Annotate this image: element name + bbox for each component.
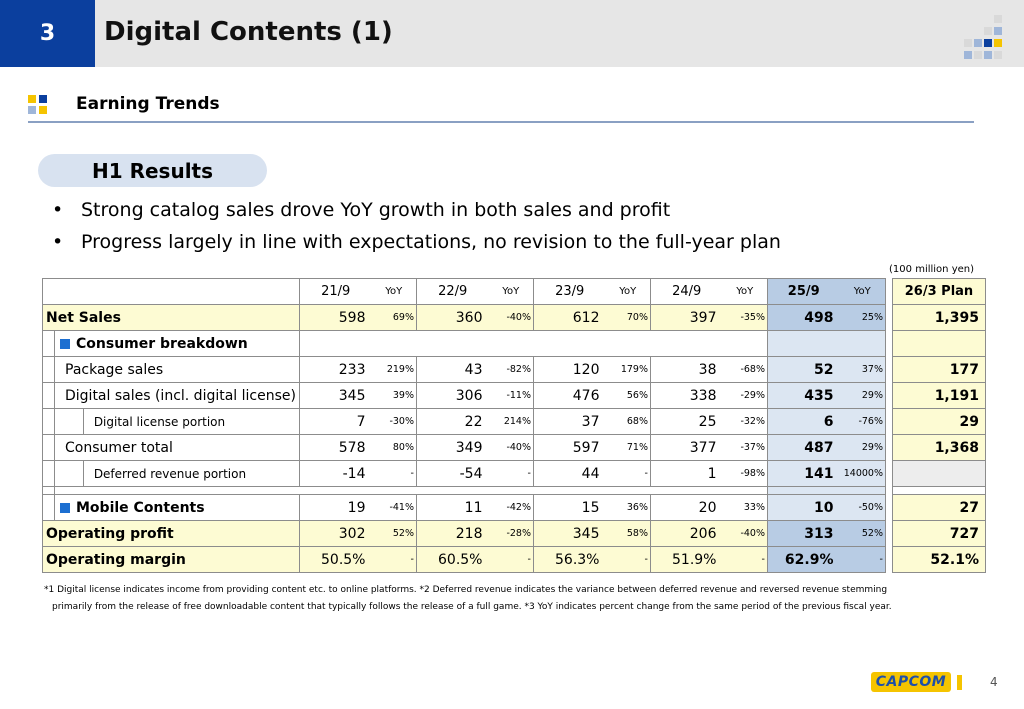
yoy-cell: - (605, 461, 650, 487)
yoy-cell: - (839, 547, 885, 573)
empty-cell (299, 331, 767, 357)
table-row-deferred-revenue (43, 461, 986, 487)
blue-square-icon (60, 339, 70, 349)
value-cell: 25 (650, 409, 722, 435)
value-cell: 11 (416, 495, 488, 521)
value-cell: 10 (767, 495, 839, 521)
value-cell: 218 (416, 521, 488, 547)
page-title: Digital Contents (1) (104, 17, 393, 47)
table-row-mobile-contents (43, 495, 986, 521)
yoy-cell: - (488, 461, 533, 487)
page-number: 4 (990, 675, 998, 689)
indent-cell (43, 383, 55, 409)
yoy-cell: - (605, 547, 650, 573)
yoy-cell: 14000% (839, 461, 885, 487)
value-cell: 120 (533, 357, 605, 383)
value-cell: 597 (533, 435, 605, 461)
yoy-cell: -82% (488, 357, 533, 383)
yoy-header: YoY (722, 279, 767, 305)
value-cell: 38 (650, 357, 722, 383)
section-heading: Earning Trends (76, 94, 220, 114)
value-cell: 56.3% (533, 547, 605, 573)
bullet-list (52, 199, 781, 263)
bullet-item: • Strong catalog sales drove YoY growth in both sales and profit (52, 199, 671, 221)
yoy-cell: -30% (371, 409, 416, 435)
yoy-cell: - (488, 547, 533, 573)
yoy-cell: -35% (722, 305, 767, 331)
gap-cell (885, 305, 892, 331)
value-cell: 206 (650, 521, 722, 547)
row-label: Consumer total (55, 435, 300, 461)
yoy-cell: 80% (371, 435, 416, 461)
value-cell: 43 (416, 357, 488, 383)
value-cell: 397 (650, 305, 722, 331)
gap-cell (885, 461, 892, 487)
value-cell: -14 (299, 461, 371, 487)
earnings-table (42, 278, 986, 573)
yoy-cell: 70% (605, 305, 650, 331)
empty-cell (767, 331, 885, 357)
plan-header: 26/3 Plan (892, 279, 985, 305)
gap-cell (885, 521, 892, 547)
yoy-cell: -76% (839, 409, 885, 435)
table-row-consumer-total (43, 435, 986, 461)
plan-cell: 52.1% (892, 547, 985, 573)
value-cell: 37 (533, 409, 605, 435)
table-row-operating-margin (43, 547, 986, 573)
table-row-consumer-breakdown (43, 331, 986, 357)
plan-cell: 177 (892, 357, 985, 383)
gap-cell (885, 357, 892, 383)
yoy-header: YoY (488, 279, 533, 305)
plan-cell: 27 (892, 495, 985, 521)
value-cell: 15 (533, 495, 605, 521)
plan-cell: 1,368 (892, 435, 985, 461)
value-cell: 612 (533, 305, 605, 331)
value-cell: 50.5% (299, 547, 371, 573)
yoy-cell: -98% (722, 461, 767, 487)
bullet-icon: • (52, 199, 64, 221)
yoy-cell: 29% (839, 383, 885, 409)
yoy-cell: 25% (839, 305, 885, 331)
yoy-cell: 69% (371, 305, 416, 331)
h1-results-pill: H1 Results (38, 154, 267, 187)
value-cell: -54 (416, 461, 488, 487)
value-cell: 377 (650, 435, 722, 461)
yoy-cell: 71% (605, 435, 650, 461)
spacer-cell (55, 487, 768, 495)
indent-cell (43, 331, 55, 357)
value-cell: 302 (299, 521, 371, 547)
table-row-digital-license (43, 409, 986, 435)
value-cell: 578 (299, 435, 371, 461)
row-label: Deferred revenue portion (83, 461, 299, 487)
yoy-cell: -37% (722, 435, 767, 461)
value-cell: 62.9% (767, 547, 839, 573)
capcom-logo: CAPCOM (871, 672, 951, 692)
value-cell: 60.5% (416, 547, 488, 573)
value-cell: 51.9% (650, 547, 722, 573)
yoy-header: YoY (839, 279, 885, 305)
period-header: 25/9 (767, 279, 839, 305)
indent-cell (43, 461, 55, 487)
yoy-header: YoY (605, 279, 650, 305)
table-row-package-sales (43, 357, 986, 383)
table-row-net-sales (43, 305, 986, 331)
gap-cell (885, 409, 892, 435)
value-cell: 360 (416, 305, 488, 331)
value-cell: 52 (767, 357, 839, 383)
unit-note: (100 million yen) (889, 264, 974, 275)
yoy-cell: -50% (839, 495, 885, 521)
yoy-cell: -41% (371, 495, 416, 521)
yoy-cell: 52% (371, 521, 416, 547)
spacer-cell (892, 487, 985, 495)
plan-cell: 29 (892, 409, 985, 435)
row-label: Net Sales (43, 305, 300, 331)
value-cell: 233 (299, 357, 371, 383)
indent-cell (55, 461, 84, 487)
value-cell: 498 (767, 305, 839, 331)
indent-cell (55, 409, 84, 435)
yoy-cell: -11% (488, 383, 533, 409)
yoy-cell: 179% (605, 357, 650, 383)
value-cell: 1 (650, 461, 722, 487)
row-label: Operating margin (43, 547, 300, 573)
gap-cell (885, 435, 892, 461)
table-row-operating-profit (43, 521, 986, 547)
yoy-cell: -32% (722, 409, 767, 435)
value-cell: 7 (299, 409, 371, 435)
yoy-cell: -40% (488, 435, 533, 461)
yoy-cell: -68% (722, 357, 767, 383)
gap-cell (885, 331, 892, 357)
value-cell: 44 (533, 461, 605, 487)
value-cell: 20 (650, 495, 722, 521)
row-label: Mobile Contents (55, 495, 300, 521)
yoy-cell: -42% (488, 495, 533, 521)
row-label: Package sales (55, 357, 300, 383)
period-header: 23/9 (533, 279, 605, 305)
plan-cell: 1,191 (892, 383, 985, 409)
yoy-header: YoY (371, 279, 416, 305)
row-label: Consumer breakdown (55, 331, 300, 357)
yoy-cell: -40% (488, 305, 533, 331)
value-cell: 22 (416, 409, 488, 435)
yoy-cell: 29% (839, 435, 885, 461)
yoy-cell: - (371, 461, 416, 487)
spacer-row (43, 487, 986, 495)
value-cell: 349 (416, 435, 488, 461)
value-cell: 19 (299, 495, 371, 521)
plan-cell: 727 (892, 521, 985, 547)
yoy-cell: 36% (605, 495, 650, 521)
indent-cell (43, 357, 55, 383)
spacer-cell (885, 487, 892, 495)
bullet-item: • Progress largely in line with expectations, no revision to the full-year plan (52, 231, 781, 253)
yoy-cell: 58% (605, 521, 650, 547)
value-cell: 6 (767, 409, 839, 435)
logo-accent-bar (957, 675, 962, 690)
yoy-cell: - (722, 547, 767, 573)
yoy-cell: -40% (722, 521, 767, 547)
section-divider (28, 121, 974, 123)
value-cell: 141 (767, 461, 839, 487)
gap-cell (885, 547, 892, 573)
gap-cell (885, 495, 892, 521)
indent-cell (43, 409, 55, 435)
section-squares-icon (28, 95, 48, 115)
decorative-squares-icon (964, 15, 1010, 59)
plan-cell: 1,395 (892, 305, 985, 331)
blue-square-icon (60, 503, 70, 513)
value-cell: 598 (299, 305, 371, 331)
period-header: 21/9 (299, 279, 371, 305)
plan-cell (892, 461, 985, 487)
yoy-cell: 52% (839, 521, 885, 547)
period-header: 22/9 (416, 279, 488, 305)
yoy-cell: - (371, 547, 416, 573)
value-cell: 338 (650, 383, 722, 409)
yoy-cell: 33% (722, 495, 767, 521)
row-label: Operating profit (43, 521, 300, 547)
value-cell: 435 (767, 383, 839, 409)
gap-cell (885, 383, 892, 409)
period-header: 24/9 (650, 279, 722, 305)
value-cell: 476 (533, 383, 605, 409)
spacer-cell (43, 487, 55, 495)
table-header-row (43, 279, 986, 305)
yoy-cell: 214% (488, 409, 533, 435)
value-cell: 306 (416, 383, 488, 409)
yoy-cell: 219% (371, 357, 416, 383)
spacer-cell (767, 487, 885, 495)
yoy-cell: 37% (839, 357, 885, 383)
footnote-line: *1 Digital license indicates income from providing content etc. to online platforms. *2 Deferred revenue indicates the variance between deferred revenue and reversed revenue stemming (44, 585, 888, 595)
yoy-cell: -29% (722, 383, 767, 409)
yoy-cell: 56% (605, 383, 650, 409)
value-cell: 313 (767, 521, 839, 547)
value-cell: 345 (299, 383, 371, 409)
yoy-cell: 39% (371, 383, 416, 409)
footnote-line: primarily from the release of free downloadable content that typically follows the release of a full game. *3 YoY indicates percent change from the same period of the previous fiscal year. (52, 602, 892, 612)
bullet-icon: • (52, 231, 64, 253)
yoy-cell: 68% (605, 409, 650, 435)
plan-cell (892, 331, 985, 357)
indent-cell (43, 495, 55, 521)
yoy-cell: -28% (488, 521, 533, 547)
value-cell: 487 (767, 435, 839, 461)
indent-cell (43, 435, 55, 461)
row-label: Digital license portion (83, 409, 299, 435)
row-label: Digital sales (incl. digital license) (55, 383, 300, 409)
table-row-digital-sales (43, 383, 986, 409)
section-number: 3 (0, 0, 95, 67)
value-cell: 345 (533, 521, 605, 547)
